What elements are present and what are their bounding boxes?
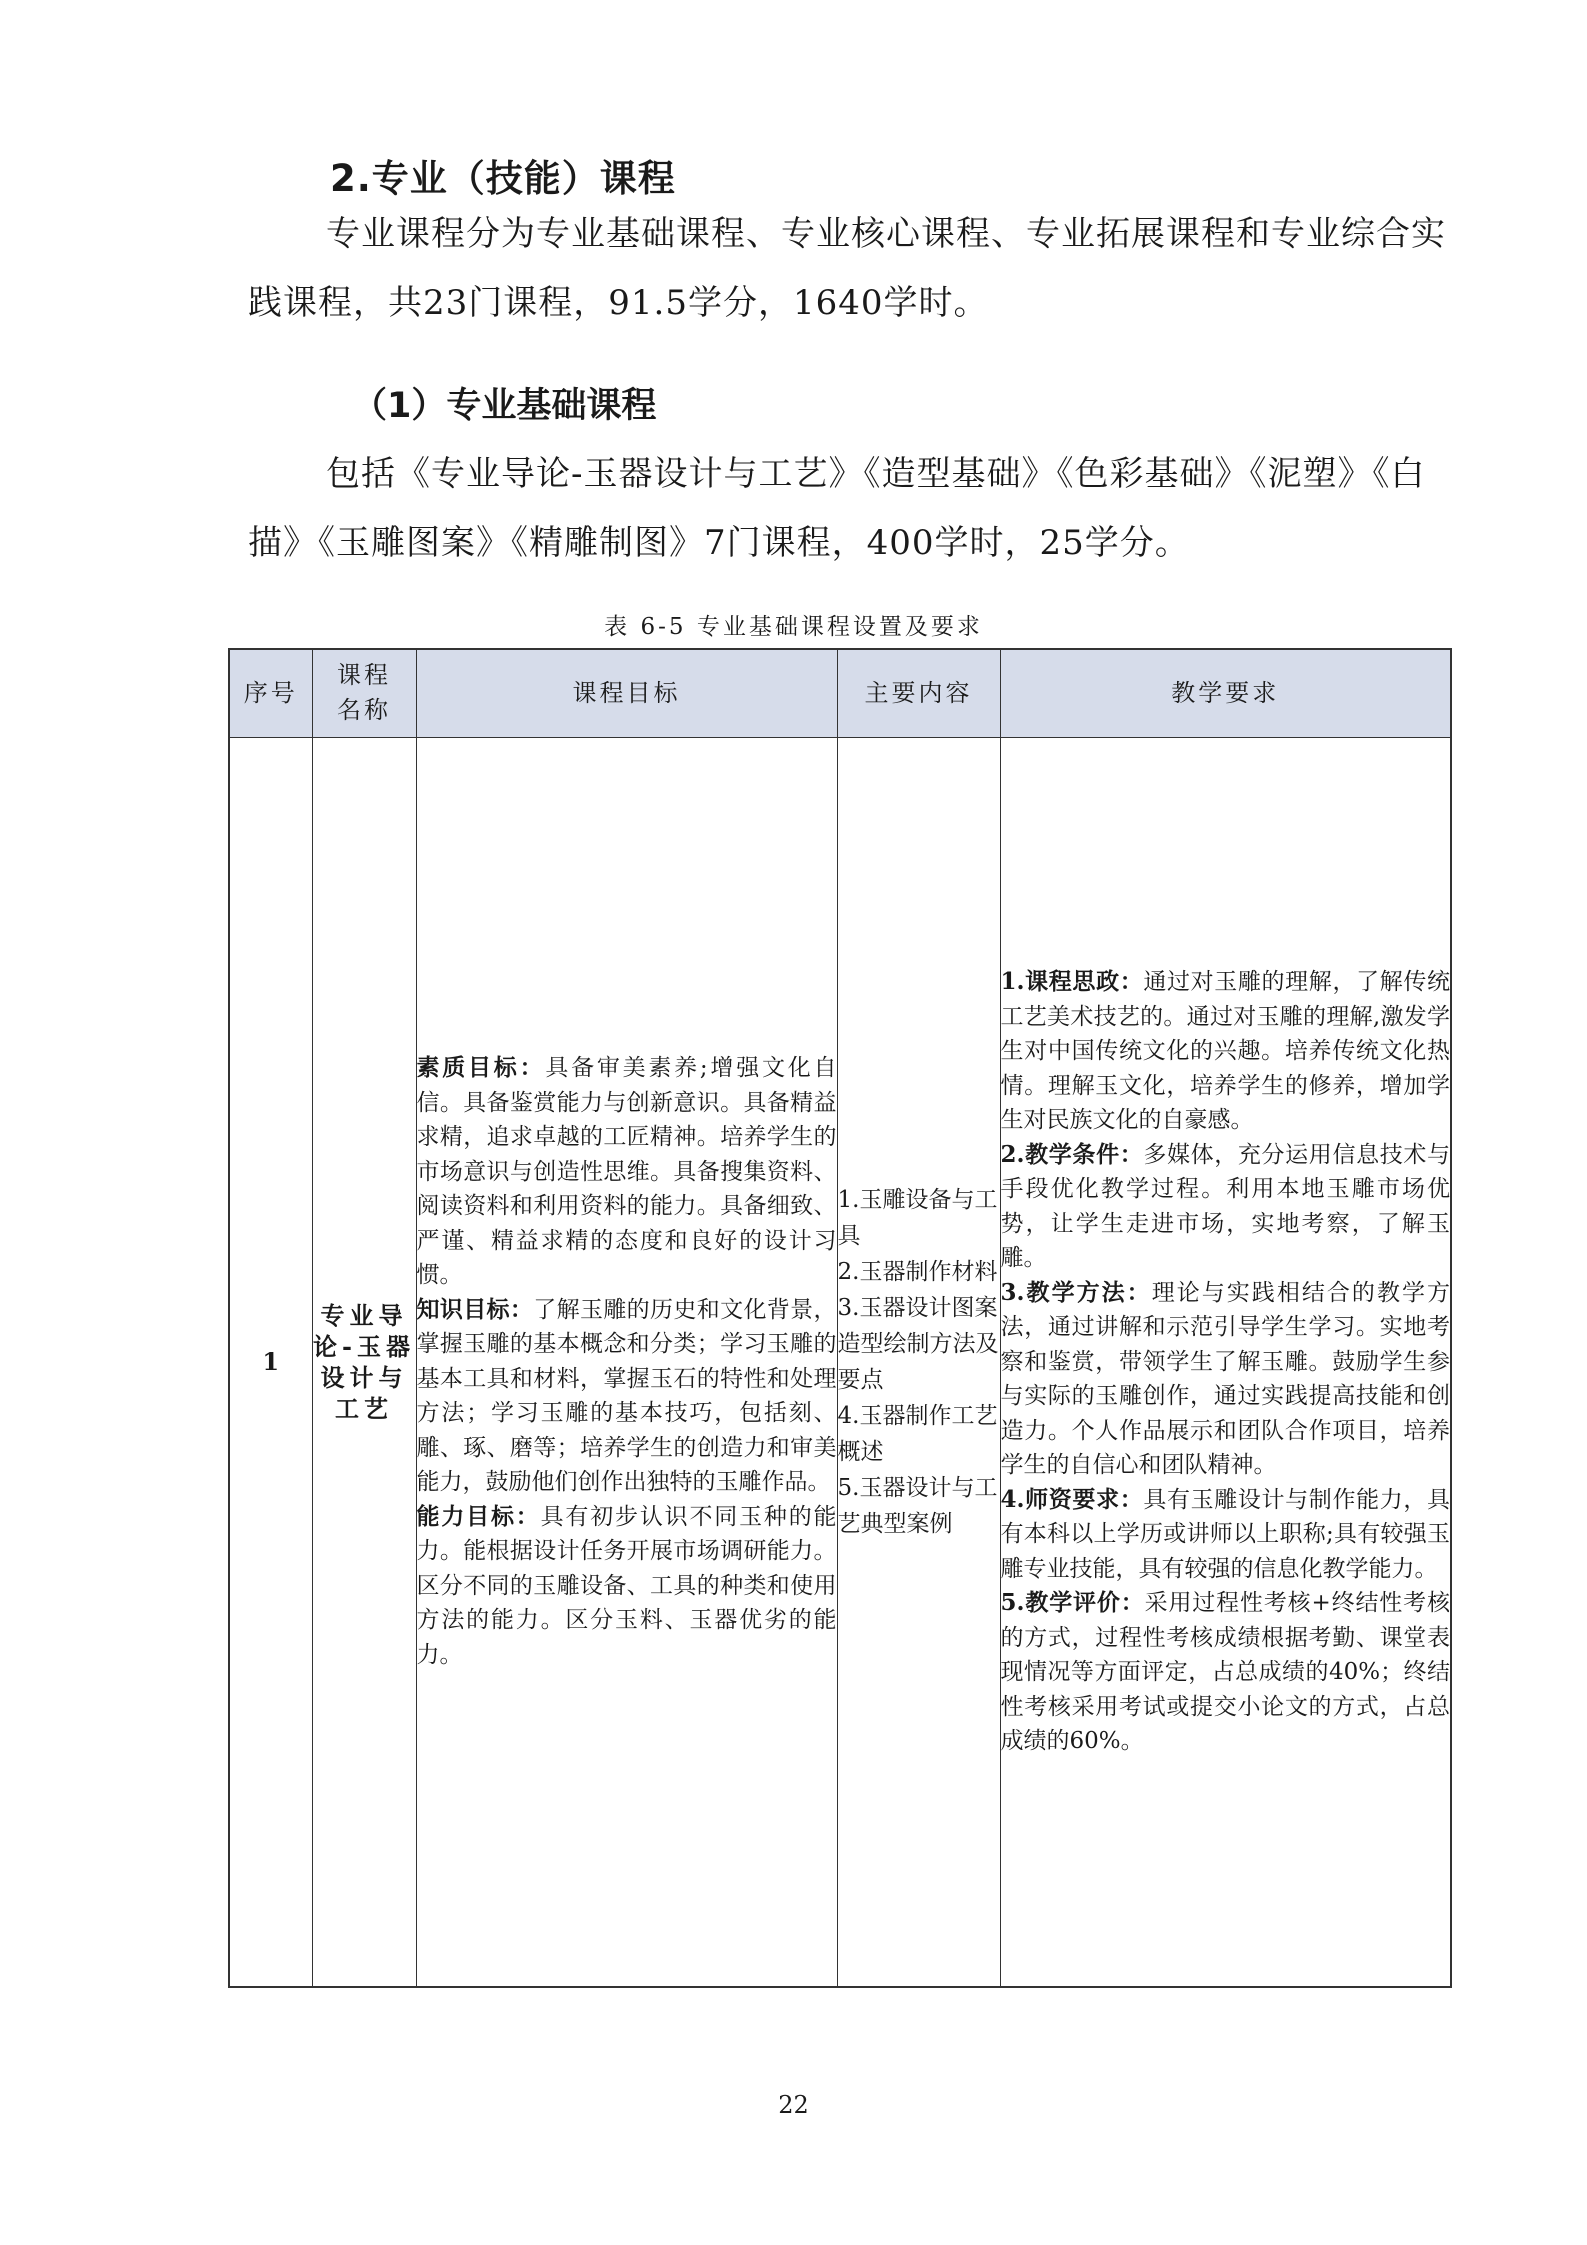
table-caption: 表 6-5 专业基础课程设置及要求 — [604, 614, 983, 640]
header-goal: 课程目标 — [416, 649, 837, 737]
goal-item: 素质目标：具备审美素养;增强文化自信。具备鉴赏能力与创新意识。具备精益求精，追求卓越的工匠精神。培养学生的市场意识与创造性思维。具备搜集资料、阅读资料和利用资料的能力。具备细致、严谨、精益求精的态度和良好的设计习惯。 — [416, 1054, 837, 1289]
section-heading: 2.专业（技能）课程 — [330, 157, 676, 200]
section-intro: 专业课程分为专业基础课程、专业核心课程、专业拓展课程和专业综合实践课程，共23门课程，91.5学分，1640学时。 — [248, 214, 1446, 323]
content-item: 4.玉器制作工艺概述 — [837, 1402, 998, 1465]
requirement-item: 5.教学评价：采用过程性考核+终结性考核的方式，过程性考核成绩根据考勤、课堂表现情况等方面评定，占总成绩的40%；终结性考核采用考试或提交小论文的方式，占总成绩的60%。 — [1000, 1589, 1451, 1754]
course-table — [228, 648, 1452, 1988]
requirement-item: 1.课程思政：通过对玉雕的理解，了解传统工艺美术技艺的。通过对玉雕的理解,激发学生对中国传统文化的兴趣。培养传统文化热情。理解玉文化，培养学生的修养，增加学生对民族文化的自豪感。 — [1000, 968, 1451, 1133]
header-requirement: 教学要求 — [1000, 649, 1451, 737]
subsection-heading: （1）专业基础课程 — [352, 386, 657, 426]
content-item: 3.玉器设计图案造型绘制方法及要点 — [837, 1294, 999, 1393]
header-no: 序号 — [229, 649, 312, 737]
row-course-name: 专业导论-玉器设计与工艺 — [312, 737, 416, 1987]
row-no: 1 — [229, 737, 312, 1987]
row-requirements — [1000, 737, 1451, 1987]
requirement-item: 4.师资要求：具有玉雕设计与制作能力，具有本科以上学历或讲师以上职称;具有较强玉雕专业技能，具有较强的信息化教学能力。 — [1000, 1485, 1451, 1582]
content-item: 5.玉器设计与工艺典型案例 — [837, 1474, 998, 1537]
table-header-row — [229, 649, 1451, 737]
content-item: 1.玉雕设备与工具 — [837, 1186, 998, 1249]
table-row — [229, 737, 1451, 1987]
goal-item: 能力目标：具有初步认识不同玉种的能力。能根据设计任务开展市场调研能力。区分不同的玉雕设备、工具的种类和使用方法的能力。区分玉料、玉器优劣的能力。 — [416, 1502, 837, 1668]
page-number: 22 — [778, 2091, 809, 2119]
requirement-item: 3.教学方法：理论与实践相结合的教学方法，通过讲解和示范引导学生学习。实地考察和鉴赏，带领学生了解玉雕。鼓励学生参与实际的玉雕创作，通过实践提高技能和创造力。个人作品展示和团队合作项目，培养学生的自信心和团队精神。 — [1000, 1278, 1451, 1478]
content-item: 2.玉器制作材料 — [837, 1258, 998, 1285]
header-content: 主要内容 — [837, 649, 1000, 737]
row-contents — [837, 737, 1000, 1987]
row-goals — [416, 737, 837, 1987]
requirement-item: 2.教学条件：多媒体，充分运用信息技术与手段优化教学过程。利用本地玉雕市场优势，让学生走进市场，实地考察，了解玉雕。 — [1000, 1140, 1451, 1271]
goal-item: 知识目标：了解玉雕的历史和文化背景，掌握玉雕的基本概念和分类；学习玉雕的基本工具和材料，掌握玉石的特性和处理方法；学习玉雕的基本技巧，包括刻、雕、琢、磨等；培养学生的创造力和审美能力，鼓励他们创作出独特的玉雕作品。 — [416, 1295, 837, 1496]
header-name: 课程名称 — [312, 649, 416, 737]
subsection-intro: 包括《专业导论-玉器设计与工艺》《造型基础》《色彩基础》《泥塑》《白描》《玉雕图案》《精雕制图》7门课程，400学时，25学分。 — [248, 454, 1426, 563]
